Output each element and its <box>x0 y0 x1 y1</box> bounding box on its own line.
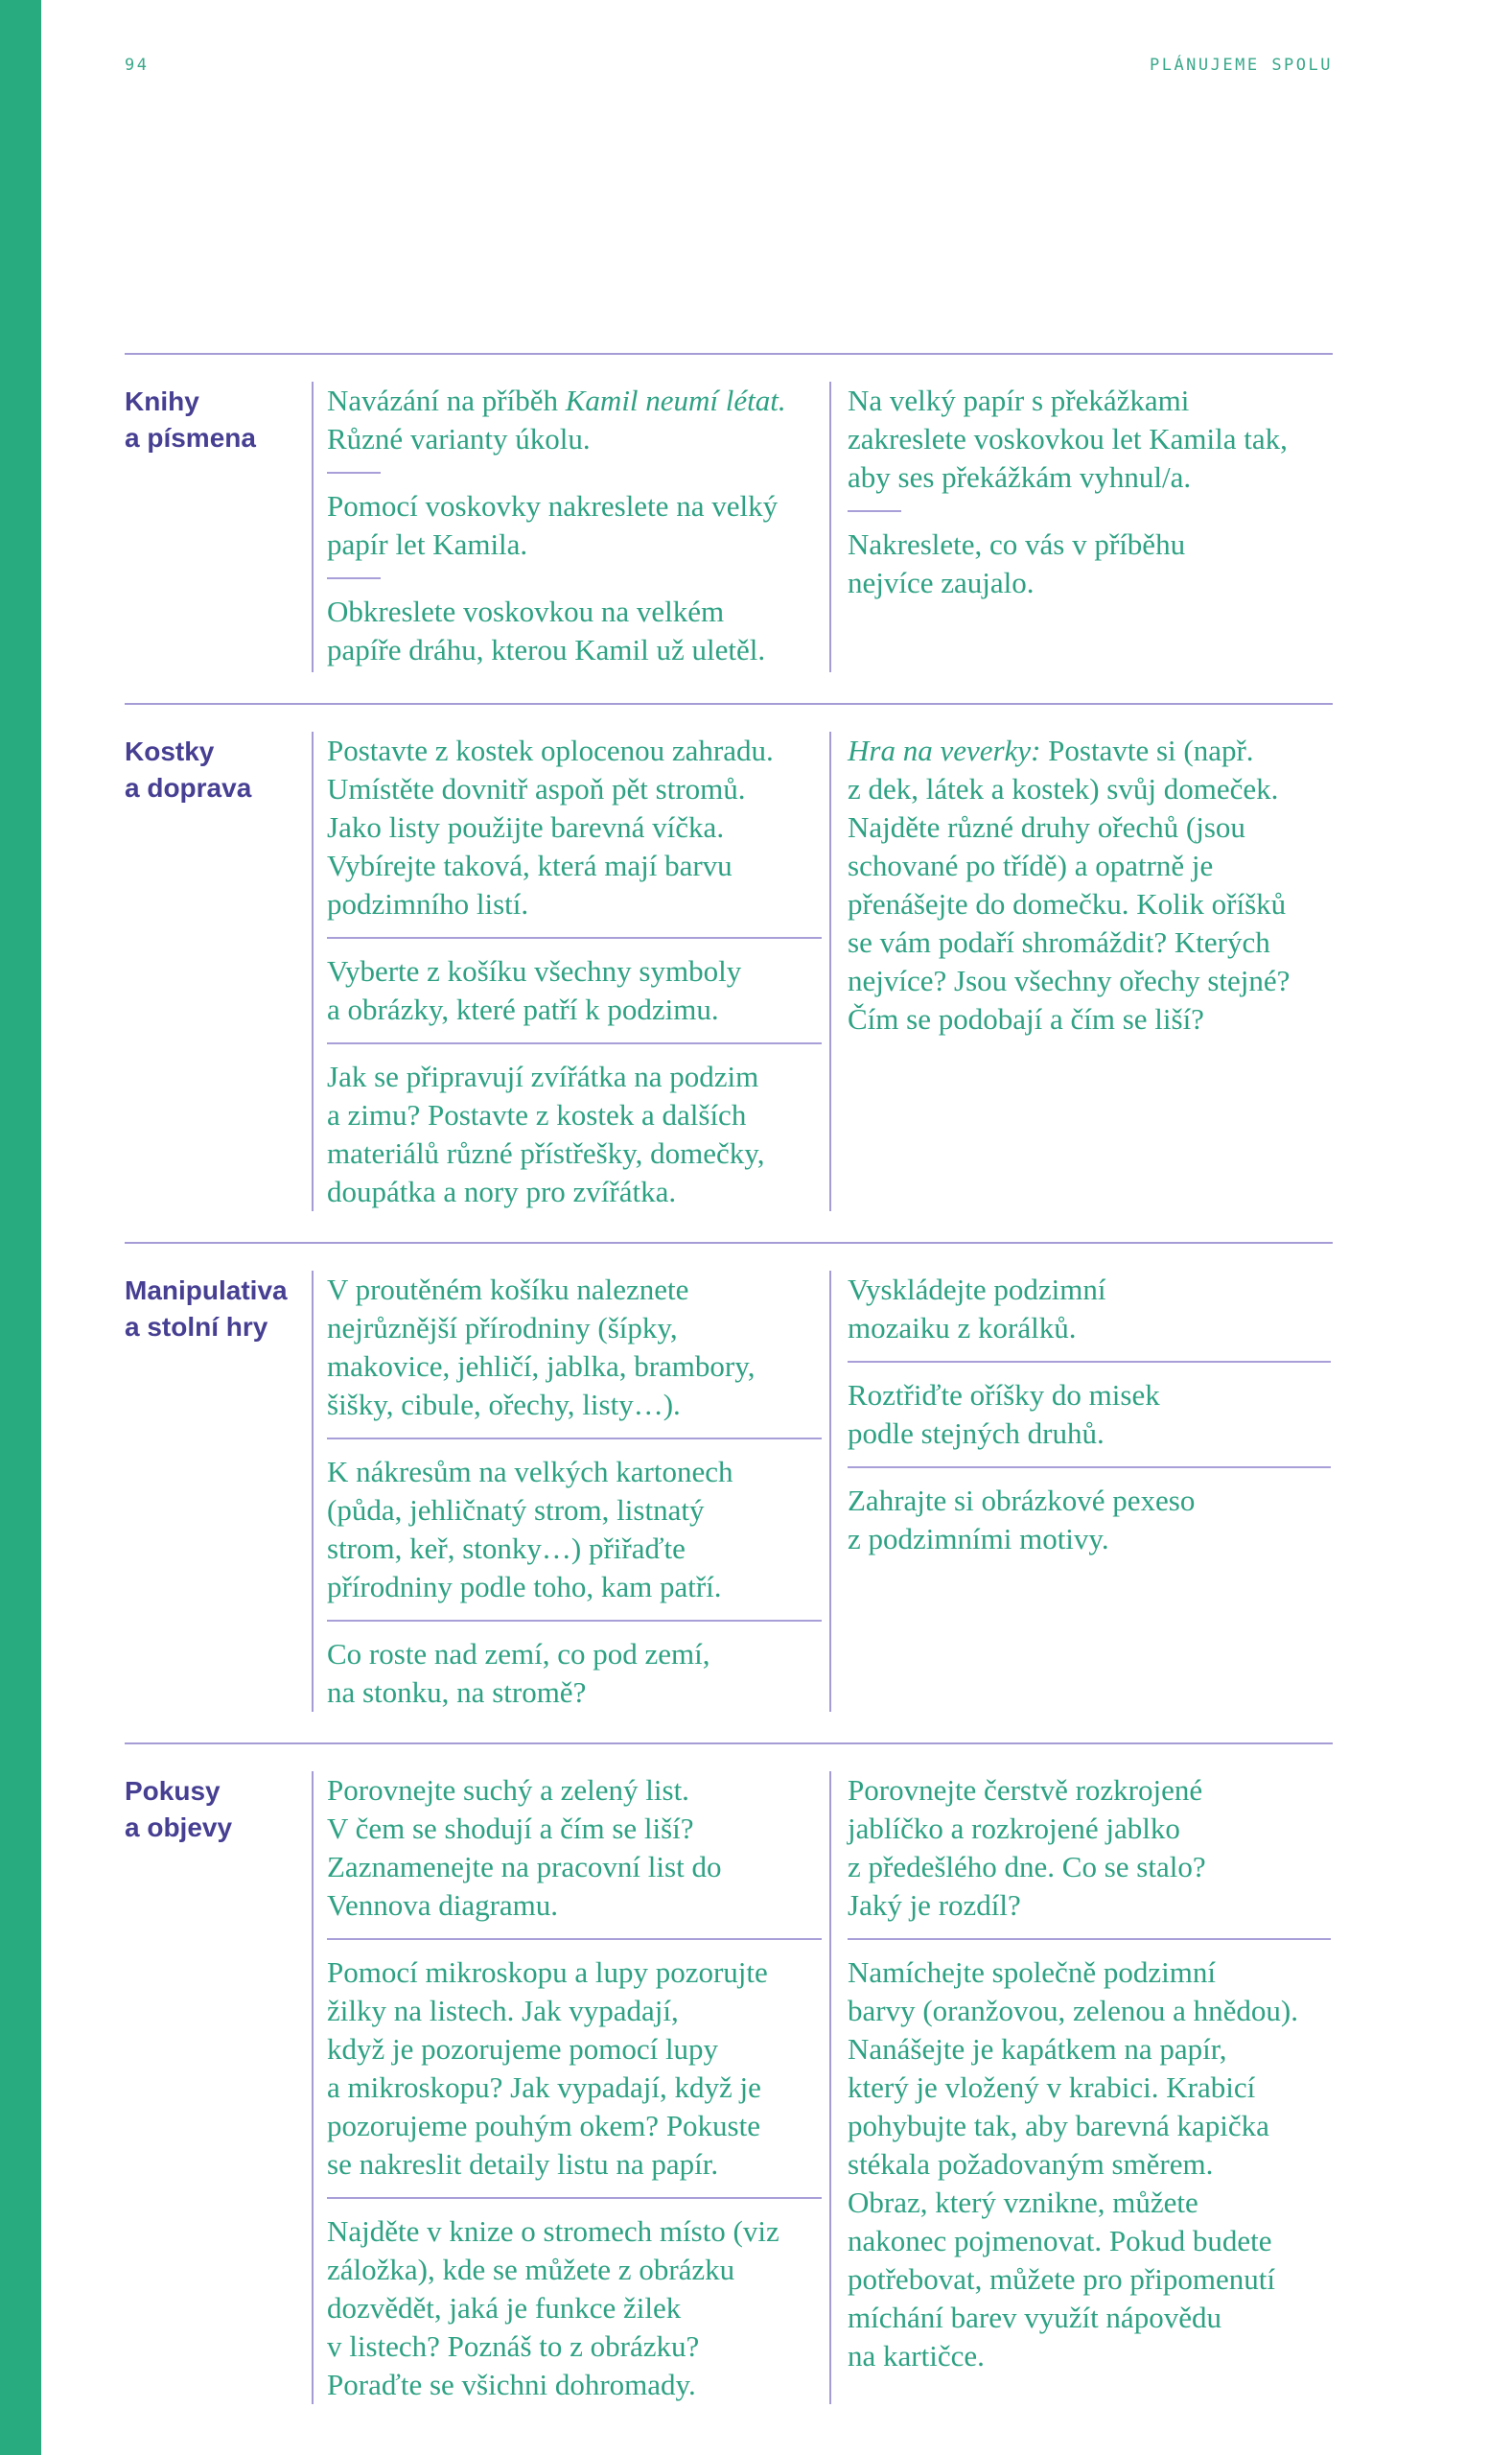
running-header: PLÁNUJEME SPOLU <box>1149 56 1333 75</box>
activity-paragraph: Postavte z kostek oplocenou zahradu. Umístěte dovnitř aspoň pět stromů. Jako listy použijte barevná víčka. Vybírejte taková, která mají barvu podzimního listí. <box>327 734 774 921</box>
activity-paragraph: Hra na veverky: Postavte si (např. z dek, látek a kostek) svůj domeček. Najděte různé druhy ořechů (jsou schované po třídě) a opatrně je přenášejte do domečku. Kolik oříšků se vám podaří shromáždit? Kterých nejvíce? Jsou všechny ořechy stejné? Čím se podobají a čím se liší? <box>848 734 1291 1036</box>
activity-paragraph: Co roste nad zemí, co pod zemí, na stonku, na stromě? <box>327 1637 710 1709</box>
section-label: Kostky a doprava <box>125 736 252 803</box>
section-columns <box>125 1271 1333 1712</box>
activity-paragraph: Navázání na příběh Kamil neumí létat. Různé varianty úkolu. <box>327 384 786 456</box>
paragraph-divider <box>327 472 381 474</box>
section-columns <box>125 732 1333 1211</box>
left-edge-stripe <box>0 0 41 2455</box>
activities-column-right <box>829 1271 1333 1712</box>
running-header-row <box>125 56 1333 75</box>
activity-paragraph: Pomocí voskovky nakreslete na velký papír let Kamila. <box>327 489 779 561</box>
paragraph-divider <box>327 1438 822 1439</box>
paragraph-divider <box>327 1938 822 1940</box>
activities-column-right <box>829 732 1333 1211</box>
activity-paragraph: Zahrajte si obrázkové pexeso z podzimními motivy. <box>848 1484 1196 1555</box>
activities-column-right <box>829 382 1333 672</box>
section-columns <box>125 382 1333 672</box>
paragraph-divider <box>327 577 381 579</box>
paragraph-divider <box>327 937 822 939</box>
activity-paragraph: Pomocí mikroskopu a lupy pozorujte žilky na listech. Jak vypadají, když je pozorujeme pomocí lupy a mikroskopu? Jak vypadají, když je pozorujeme pouhým okem? Pokuste se nakreslit detaily listu na papír. <box>327 1955 768 2181</box>
paragraph-divider <box>848 1938 1331 1940</box>
section-pokusy-a-objevy <box>125 1742 1333 2404</box>
activity-paragraph: K nákresům na velkých kartonech (půda, jehličnatý strom, listnatý strom, keř, stonky…) přiřaďte přírodniny podle toho, kam patří. <box>327 1455 733 1603</box>
activity-paragraph: Vyskládejte podzimní mozaiku z korálků. <box>848 1273 1106 1344</box>
activity-paragraph: Jak se připravují zvířátka na podzim a zimu? Postavte z kostek a dalších materiálů různé přístřešky, domečky, doupátka a nory pro zvířátka. <box>327 1060 765 1208</box>
activity-paragraph: Porovnejte suchý a zelený list. V čem se shodují a čím se liší? Zaznamenejte na pracovní list do Vennova diagramu. <box>327 1773 722 1922</box>
activity-paragraph: Obkreslete voskovkou na velkém papíře dráhu, kterou Kamil už uletěl. <box>327 595 766 666</box>
section-kostky-a-doprava <box>125 703 1333 1211</box>
section-label: Knihy a písmena <box>125 386 256 453</box>
activity-paragraph: V proutěném košíku naleznete nejrůznější přírodniny (šípky, makovice, jehličí, jablka, brambory, šišky, cibule, ořechy, listy…). <box>327 1273 756 1421</box>
activity-paragraph: Na velký papír s překážkami zakreslete voskovkou let Kamila tak, aby ses překážkám vyhnul/a. <box>848 384 1288 494</box>
paragraph-divider <box>848 1361 1331 1363</box>
activity-paragraph: Nakreslete, co vás v příběhu nejvíce zaujalo. <box>848 527 1186 599</box>
paragraph-divider <box>327 1042 822 1044</box>
page-number: 94 <box>125 56 150 75</box>
activity-paragraph: Porovnejte čerstvě rozkrojené jablíčko a rozkrojené jablko z předešlého dne. Co se stalo? Jaký je rozdíl? <box>848 1773 1206 1922</box>
activity-paragraph: Vyberte z košíku všechny symboly a obrázky, které patří k podzimu. <box>327 954 742 1026</box>
section-columns <box>125 1771 1333 2404</box>
paragraph-divider <box>848 1466 1331 1468</box>
activities-column-right <box>829 1771 1333 2404</box>
activity-paragraph: Namíchejte společně podzimní barvy (oranžovou, zelenou a hnědou). Nanášejte je kapátkem na papír, který je vložený v krabici. Krabicí pohybujte tak, aby barevná kapička stékala požadovaným směrem. Obraz, který vznikne, můžete nakonec pojmenovat. Pokud budete potřebovat, můžete pro připomenutí míchání barev využít nápovědu na kartičce. <box>848 1955 1298 2373</box>
activities-column-left <box>312 1271 829 1712</box>
paragraph-divider <box>327 1620 822 1622</box>
paragraph-divider <box>327 2197 822 2199</box>
section-label: Manipulativa a stolní hry <box>125 1275 288 1342</box>
activities-column-left <box>312 1771 829 2404</box>
activity-paragraph: Najděte v knize o stromech místo (viz záložka), kde se můžete z obrázku dozvědět, jaká je funkce žilek v listech? Poznáš to z obrázku? Poraďte se všichni dohromady. <box>327 2214 779 2401</box>
activity-paragraph: Roztřiďte oříšky do misek podle stejných druhů. <box>848 1378 1160 1450</box>
section-manipulativa-a-stolni-hry <box>125 1242 1333 1712</box>
paragraph-divider <box>848 510 901 512</box>
section-label: Pokusy a objevy <box>125 1776 233 1842</box>
activities-column-left <box>312 732 829 1211</box>
section-knihy-a-pismena <box>125 353 1333 672</box>
activities-column-left <box>312 382 829 672</box>
activity-table <box>125 353 1333 2435</box>
